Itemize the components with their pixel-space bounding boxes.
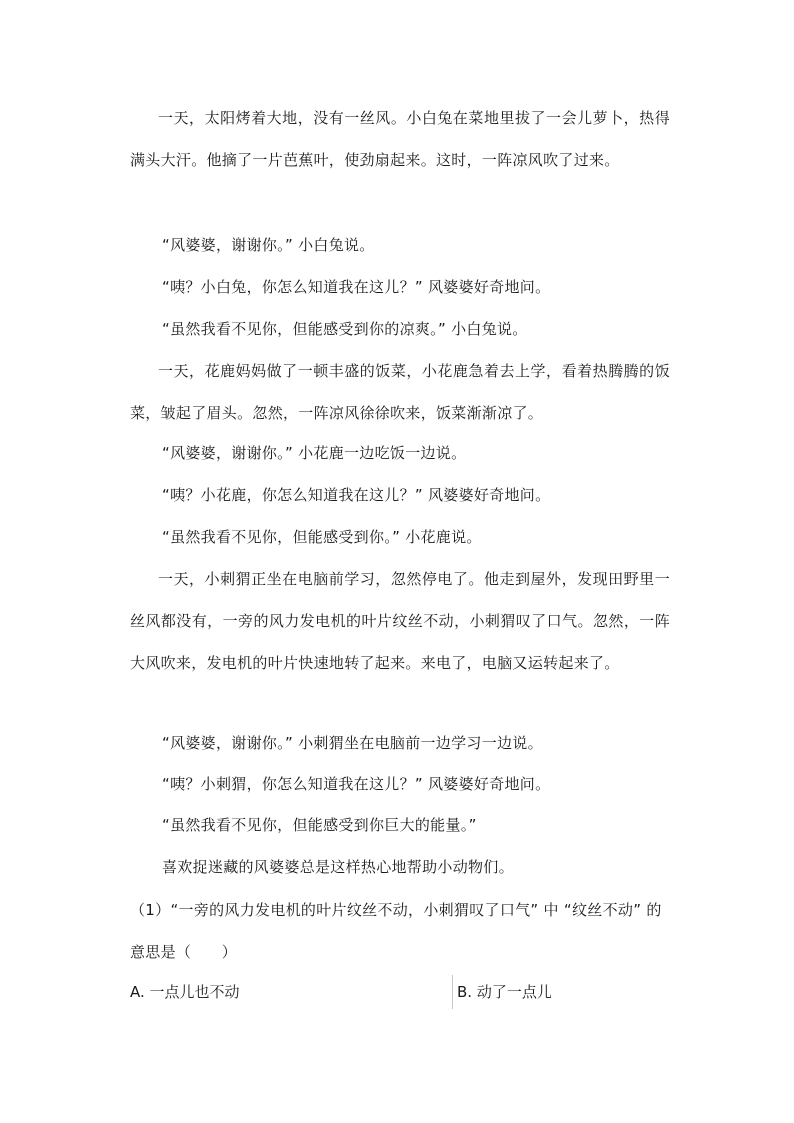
story-paragraph-13: 喜欢捉迷藏的风婆婆总是这样热心地帮助小动物们。 [162,858,514,876]
story-paragraph-10: “风婆婆，谢谢你。” 小刺猬坐在电脑前一边学习一边说。 [162,734,543,752]
question-1-text: （1）“一旁的风力发电机的叶片纹丝不动，小刺猬叹了口气” 中 “纹丝不动” 的意思是（ ） [130,901,662,961]
story-paragraph-12: “虽然我看不见你，但能感受到你巨大的能量。” [162,816,477,834]
story-paragraph-7: “咦？小花鹿，你怎么知道我在这儿？” 风婆婆好奇地问。 [162,486,551,504]
story-paragraph-4: “虽然我看不见你，但能感受到你的凉爽。” 小白兔说。 [162,320,528,338]
story-paragraph-2: “风婆婆，谢谢你。” 小白兔说。 [162,236,375,254]
story-paragraph-8: “虽然我看不见你，但能感受到你。” 小花鹿说。 [162,528,482,546]
story-paragraph-9: 一天，小刺猬正坐在电脑前学习，忽然停电了。他走到屋外，发现田野里一丝风都没有，一旁的风力发电机的叶片纹丝不动，小刺猬叹了口气。忽然，一阵大风吹来，发电机的叶片快速地转了起来。来电了，电脑又运转起来了。 [130,570,670,672]
option-b[interactable]: B. 动了一点儿 [452,975,552,1009]
story-paragraph-5: 一天，花鹿妈妈做了一顿丰盛的饭菜，小花鹿急着去上学，看着热腾腾的饭菜，皱起了眉头。忽然，一阵凉风徐徐吹来，饭菜渐渐凉了。 [130,362,670,422]
option-a[interactable]: A. 一点儿也不动 [130,983,240,1001]
story-paragraph-3: “咦？小白兔，你怎么知道我在这儿？” 风婆婆好奇地问。 [162,278,551,296]
story-paragraph-6: “风婆婆，谢谢你。” 小花鹿一边吃饭一边说。 [162,444,467,462]
story-paragraph-1: 一天，太阳烤着大地，没有一丝风。小白兔在菜地里拔了一会儿萝卜，热得满头大汗。他摘了一片芭蕉叶，使劲扇起来。这时，一阵凉风吹了过来。 [130,109,670,169]
story-paragraph-11: “咦？小刺猬，你怎么知道我在这儿？” 风婆婆好奇地问。 [162,775,551,793]
